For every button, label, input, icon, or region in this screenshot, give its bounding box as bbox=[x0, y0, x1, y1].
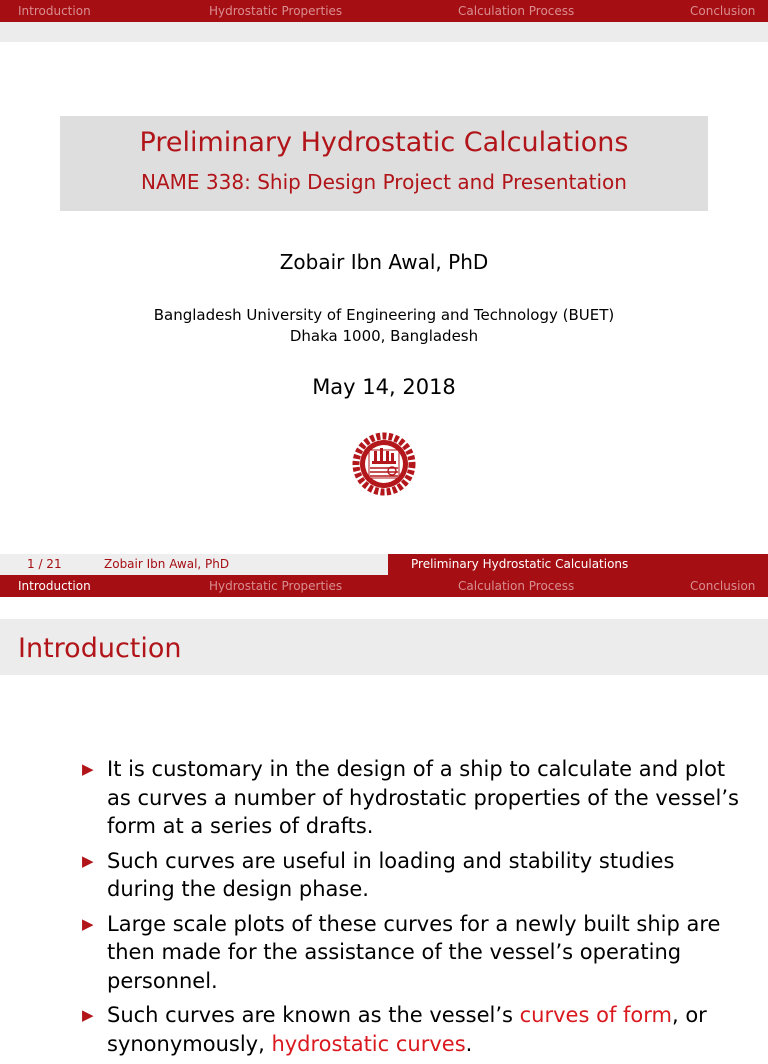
bullet-text-mid: , or synonymously, bbox=[107, 1003, 707, 1056]
presentation-subtitle: NAME 338: Ship Design Project and Presentation bbox=[141, 170, 627, 194]
frame-title-bar bbox=[0, 619, 768, 675]
term-hydrostatic-curves: hydrostatic curves bbox=[271, 1031, 466, 1056]
page-number: 1 / 21 bbox=[27, 557, 62, 571]
bullet-triangle-icon: ▶ bbox=[82, 1006, 94, 1024]
footer-left bbox=[0, 554, 388, 575]
bullet-triangle-icon: ▶ bbox=[82, 914, 94, 933]
list-item bbox=[80, 755, 740, 841]
footer-title: Preliminary Hydrostatic Calculations bbox=[411, 557, 629, 571]
nav-item-conclusion[interactable]: Conclusion bbox=[690, 579, 756, 593]
nav-bar-top bbox=[0, 0, 768, 22]
institute-line-1: Bangladesh University of Engineering and Technology (BUET) bbox=[153, 306, 615, 324]
nav-item-hydrostatic-properties[interactable]: Hydrostatic Properties bbox=[209, 4, 343, 18]
nav-subbar-top bbox=[0, 22, 768, 42]
bullet-list bbox=[80, 755, 740, 1064]
nav-item-calculation-process[interactable]: Calculation Process bbox=[458, 4, 575, 18]
nav-item-calculation-process[interactable]: Calculation Process bbox=[458, 579, 575, 593]
institute bbox=[0, 305, 768, 347]
bullet-triangle-icon: ▶ bbox=[82, 760, 94, 778]
author-name: Zobair Ibn Awal, PhD bbox=[279, 250, 489, 274]
list-item bbox=[80, 910, 740, 996]
frame-title: Introduction bbox=[18, 633, 182, 664]
bullet-text: It is customary in the design of a ship to calculate and plot as curves a number of hydrostatic properties of the vessel’s form at a series of drafts. bbox=[107, 757, 739, 838]
presentation-title: Preliminary Hydrostatic Calculations bbox=[139, 127, 629, 158]
bullet-text-post: . bbox=[465, 1031, 473, 1056]
bullet-text: Large scale plots of these curves for a newly built ship are then made for the assistance of the vessel’s operating personnel. bbox=[107, 911, 721, 993]
presentation-date: May 14, 2018 bbox=[312, 375, 456, 399]
nav-bar-slide-2 bbox=[0, 575, 768, 597]
institute-line-2: Dhaka 1000, Bangladesh bbox=[289, 327, 479, 345]
bullet-triangle-icon: ▶ bbox=[82, 851, 94, 870]
footer-right bbox=[388, 554, 768, 575]
bullet-text: Such curves are useful in loading and stability studies during the design phase. bbox=[107, 848, 675, 901]
nav-item-conclusion[interactable]: Conclusion bbox=[690, 4, 756, 18]
list-item bbox=[80, 1001, 740, 1058]
bullet-text-pre: Such curves are known as the vessel’s bbox=[107, 1003, 520, 1027]
term-curves-of-form: curves of form bbox=[519, 1003, 672, 1027]
nav-item-hydrostatic-properties[interactable]: Hydrostatic Properties bbox=[209, 579, 343, 593]
nav-item-introduction-active[interactable]: Introduction bbox=[18, 579, 91, 593]
title-box bbox=[60, 116, 708, 211]
nav-item-introduction[interactable]: Introduction bbox=[18, 4, 91, 18]
slide-footer bbox=[0, 554, 768, 575]
footer-author: Zobair Ibn Awal, PhD bbox=[104, 557, 230, 571]
list-item bbox=[80, 847, 740, 904]
buet-seal-icon bbox=[350, 430, 418, 498]
